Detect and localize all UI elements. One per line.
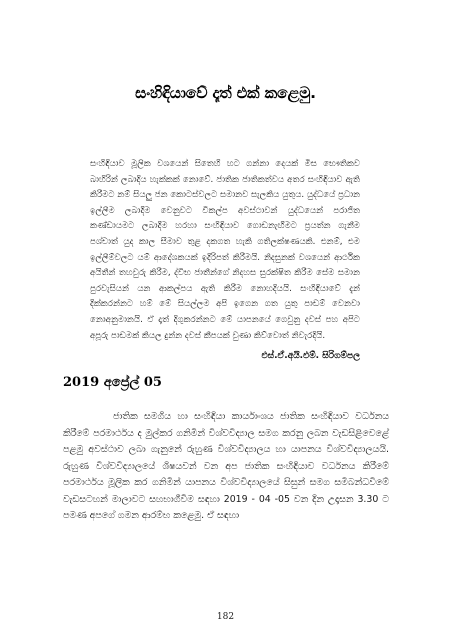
date-heading: 2019 අප්‍රේල් 05 [63,375,162,390]
intro-quote [90,157,360,344]
body-paragraph [63,409,389,525]
page-title: සංහිඳියාවේ දෑත් එක් කළෙමු. [135,84,316,102]
intro-quote-text: සංහිඳියාව මූලික වශයෙන් සිතෙහි හට ගන්නා දෙයක් මිස භෞතිකව බාහිරින් ලබාදිය හැක්කක් නොවේ. ජාතික ජාතිකත්වය අතර සංහිඳියාව ඇති කිරීමට නම් සියලු ජන කොටස්වලට සමානව සැලකිය යුතුය. යුද්ධයේ ප්‍රධාන ඉල්ලීම ලබාදීම වෙනුවට විකල්ප අවස්ථාවන් යුද්ධයෙන් පරාජිත කණ්ඩායමට ලබාදීම හරහා සංහිඳියාව ගොඩනැඟීමට ප්‍රයත්න ගැනීම පශ්චාත් යුද කාල සීමාව තුළ දකගත හැකි ගතිලක්ෂණයකි. එනම්, එම ඉල්ලීම්වලට යම් ආදේශකයක් ඉදිරිපත් කිරීමයි. නිදසුනක් වශයෙන් ආර්ථික අයිතීන් තහවුරු කිරීම, ද්විභ ජාතීන්ගේ නිදහස සුරක්ෂිත කිරීම සේම සමාන පුරවැසියන් යන ආකල්පය ඇති කිරීම නොහදියයි. සංහිඳියාවේ දැන් දික්කරන්නට හම් මේ සියල්ලම අපි ඉගෙන ගත යුතු පාඩම් වෙනවා නොඅනුමානයි. ඒ දෑත් දිගුකරන්නට මේ යාපනයේ ගෙවුනු දවස් පහ අපිට අපූරු පාඩමක් කියල දුන්න දවස් කීපයක් වුණා කිව්වොත් නිවැරදියි. [90,159,360,341]
body-paragraph-text: ජාතික සමගිය හා සංහිඳියා කාර්යාංශය ජාතික සංහිඳියාව වර්ධනය කිරීමේ පරමාර්ථය ද මුල්කර ගනිමින් විශ්වවිද්‍යාල සමග කරනු ලබන වැඩසිළිවෙළේ පළමු අවස්ථාව ලබා ගැනුනේ රුහුණ විශ්වවිද්‍යාලය හා යාපනය විශ්වවිද්‍යාලයයි. රුහුණ විශ්වවිද්‍යාලයේ ශිෂයවන් වන අප ජාතික සංහිඳියාව වර්ධනය කිරීමේ පරමාර්ථය මූලික කර ගනිමින් යාපනය විශ්වවිද්‍යාලයේ සිසුන් සමග සමිබන්ධවීමේ වැඩසටහන් මාලාවට සහභාගීවීම සඳහා 2019 - 04 -05 වන දින උදෑසන 3.30 ට පමණ අපගේ ගමන ආරම්භ කළෙමු. ඒ සඳහා [63,411,389,521]
page-number: 182 [216,612,235,622]
quote-signature: එස්.ඒ.අයි.එම්. සිරිගම්පල [261,351,360,361]
